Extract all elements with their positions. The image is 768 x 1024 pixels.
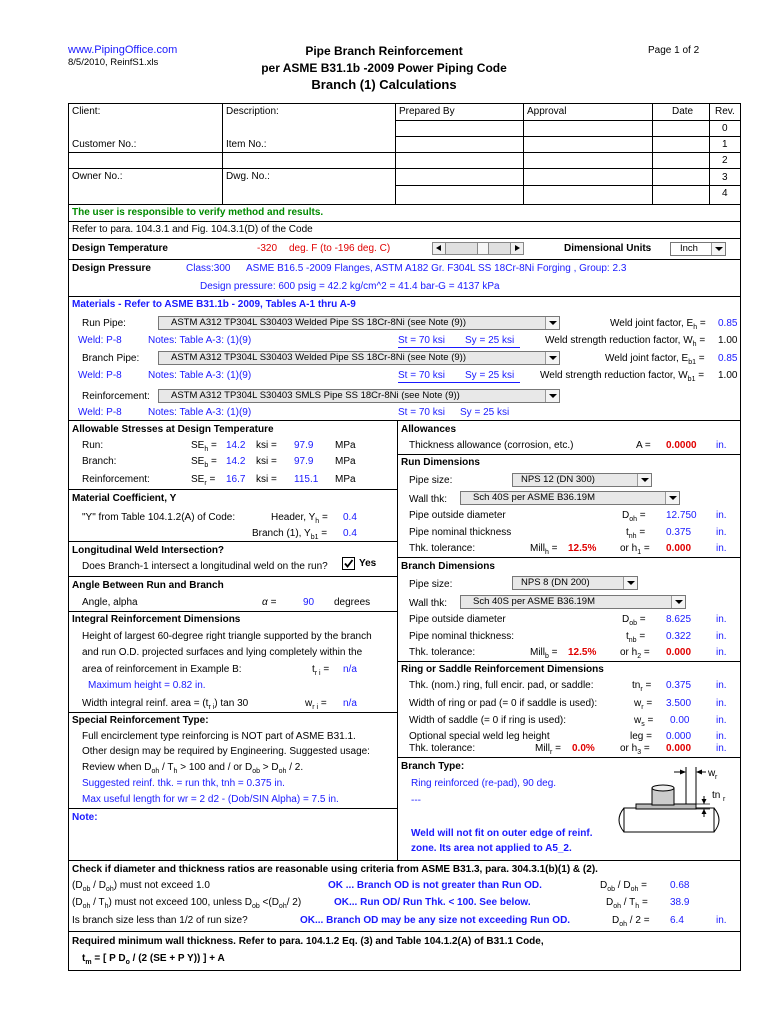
required-formula: $t_m$ = [ P $D_o / (2$ (SE + P Y)) ] + A: [82, 953, 225, 966]
chevron-down-icon: [623, 577, 637, 589]
rev-label: Rev.: [715, 106, 735, 117]
chevron-down-icon: [545, 317, 559, 329]
checkmark-icon: [343, 558, 354, 569]
run-weld-strength-label: Weld strength reduction factor, $W_h$ =: [545, 335, 706, 348]
ratio1-value: 0.68: [670, 880, 690, 891]
wri-value: n/a: [343, 698, 357, 709]
run-pipe-label: Run Pipe:: [82, 318, 126, 329]
run-nt-unit: in.: [716, 527, 727, 538]
ratio2-value: 38.9: [670, 897, 690, 908]
run-weld: Weld: P-8: [78, 335, 122, 346]
allowable-ksi-unit: ksi =: [256, 456, 277, 467]
branch-nt-sym: $t_{nb}$ =: [626, 631, 646, 644]
branch-pipe-value: ASTM A312 TP304L S30403 Welded Pipe SS 18Cr-8Ni (see Note (9)): [171, 352, 467, 363]
branch-wall-value: Sch 40S per ASME B36.19M: [473, 596, 595, 607]
integral-line3: area of reinforcement in Example B:: [82, 664, 242, 675]
branch-pipe-select[interactable]: [158, 351, 560, 365]
branch-tol-label: Thk. tolerance:: [409, 647, 476, 658]
allowable-ksi-value: 16.7: [226, 474, 246, 485]
weld-warning-1: Weld will not fit on outer edge of reinf.: [411, 828, 593, 839]
branch-tol-value[interactable]: 0.000: [666, 647, 692, 658]
integral-line1: Height of largest 60-degree right triangle supported by the branch: [82, 631, 372, 642]
allowable-heading: Allowable Stresses at Design Temperature: [72, 424, 274, 435]
branch-type-heading: Branch Type:: [401, 761, 465, 772]
branch-dims-heading: Branch Dimensions: [401, 561, 495, 572]
allowable-mpa-value: 97.9: [294, 440, 314, 451]
page-number: Page 1 of 2: [648, 45, 700, 56]
run-pipe-size-select[interactable]: [512, 473, 652, 487]
branch-mill-label: Mill$_b$ =: [530, 647, 558, 660]
longweld-question: Does Branch-1 intersect a longitudinal weld on the run?: [82, 561, 328, 572]
item-no-label: Item No.:: [226, 139, 267, 150]
units-select-value: Inch: [680, 243, 698, 254]
allowable-mpa-unit: MPa: [335, 456, 356, 467]
scroll-right-icon[interactable]: [510, 243, 523, 254]
branch-sy: Sy = 25 ksi: [465, 370, 515, 381]
branch-y-label: Branch (1), $Y_{b1}$ =: [252, 528, 328, 541]
ratio3-ok: OK... Branch OD may be any size not exceeding Run OD.: [300, 915, 571, 926]
scroll-thumb[interactable]: [477, 243, 489, 254]
ratio3-unit: in.: [716, 915, 727, 926]
allowable-row-label: Branch:: [82, 456, 117, 467]
weld-leg-unit: in.: [716, 731, 727, 742]
ratio1-sym: $D_{ob} / D_{oh}$ =: [600, 880, 648, 893]
header-y-label: Header, $Y_h$ =: [271, 512, 328, 525]
run-tol-unit: in.: [716, 543, 727, 554]
reinf-sy: Sy = 25 ksi: [460, 407, 510, 418]
branch-nt-value: 0.322: [666, 631, 692, 642]
branch-od-label: Pipe outside diameter: [409, 614, 506, 625]
run-sy: Sy = 25 ksi: [465, 335, 515, 346]
svg-text:tn: tn: [712, 790, 721, 801]
weld-warning-2: zone. Its area not applied to A5_2.: [411, 843, 572, 854]
allowable-ksi-unit: ksi =: [256, 440, 277, 451]
design-pressure-values: Design pressure: 600 psig = 42.2 kg/cm^2 = 41.4 bar-G = 4137 kPa: [200, 281, 500, 292]
reinf-st: St = 70 ksi: [398, 407, 445, 418]
allowable-row-label: Run:: [82, 440, 104, 451]
tri-value: n/a: [343, 664, 357, 675]
special-heading: Special Reinforcement Type:: [72, 715, 209, 726]
run-h-label: or $h_1$ =: [620, 543, 650, 556]
rev-0: 0: [722, 123, 728, 134]
required-heading: Required minimum wall thickness. Refer to para. 104.1.2 Eq. (3) and Table 104.1.2(A) of B31.1 Code,: [72, 936, 544, 947]
max-useful-length: Max useful length for wr = 2 d2 - (Dob/SIN Alpha) = 7.5 in.: [82, 794, 339, 805]
allowances-heading: Allowances: [401, 424, 457, 435]
design-temp-unit: deg. F (to -196 deg. C): [289, 243, 391, 254]
branch-type-value: Ring reinforced (re-pad), 90 deg.: [411, 778, 557, 789]
run-od-sym: $D_{oh}$ =: [622, 510, 646, 523]
file-info: 8/5/2010, ReinfS1.xls: [68, 57, 159, 68]
saddle-width-value[interactable]: 0.00: [670, 715, 690, 726]
svg-text:r: r: [715, 774, 718, 781]
branch-mill-value[interactable]: 12.5%: [568, 647, 597, 658]
weld-leg-label: Optional special weld leg height: [409, 731, 550, 742]
special-line3: Review when $D_{oh} / T_h > 100$ and / or $D_{ob} > D_{oh} / 2$.: [82, 762, 304, 775]
chevron-down-icon: [545, 352, 559, 364]
coef-heading: Material Coefficient, Y: [72, 493, 177, 504]
coef-desc: "Y" from Table 104.1.2(A) of Code:: [82, 512, 236, 523]
ring-thk-sym: $tn_r$ =: [632, 680, 652, 693]
allowance-unit: in.: [716, 440, 727, 451]
ratios-heading: Check if diameter and thickness ratios are reasonable using criteria from ASME B31.3, para. 304.3.1(b)(1) & (2).: [72, 864, 598, 875]
chevron-down-icon: [711, 243, 725, 255]
allowable-row-symbol: $SE_r$ =: [191, 474, 216, 487]
longweld-answer: Yes: [359, 558, 377, 569]
temp-scrollbar[interactable]: [432, 242, 524, 255]
ring-thk-label: Thk. (nom.) ring, full encir. pad, or saddle:: [409, 680, 594, 691]
run-wall-select[interactable]: [460, 491, 680, 505]
run-nt-label: Pipe nominal thickness: [409, 527, 512, 538]
run-joint-factor-label: Weld joint factor, $E_h$ =: [610, 318, 706, 331]
title-line-3: Branch (1) Calculations: [311, 77, 457, 92]
angle-value[interactable]: 90: [303, 597, 315, 608]
scroll-left-icon[interactable]: [433, 243, 446, 254]
rev-3: 3: [722, 172, 728, 183]
ratio3-value: 6.4: [670, 915, 684, 926]
special-line2: Other design may be required by Engineering. Suggested usage:: [82, 746, 370, 757]
branch-notes: Notes: Table A-3: (1)(9): [148, 370, 252, 381]
run-pipe-select[interactable]: [158, 316, 560, 330]
saddle-width-unit: in.: [716, 715, 727, 726]
ratio3-sym: $D_{oh} / 2$ =: [612, 915, 650, 928]
pressure-class: Class:300: [186, 263, 231, 274]
allowable-ksi-unit: ksi =: [256, 474, 277, 485]
page-header: [0, 0, 768, 100]
date-label: Date: [672, 106, 694, 117]
alpha-symbol: α =: [262, 597, 277, 608]
branch-tol-unit: in.: [716, 647, 727, 658]
rev-1: 1: [722, 139, 728, 150]
branch-pipe-label: Branch Pipe:: [82, 353, 140, 364]
run-wall-label: Wall thk:: [409, 494, 447, 505]
branch-st: St = 70 ksi: [398, 370, 445, 381]
branch-joint-factor-value: 0.85: [718, 353, 738, 364]
wri-label: $w_{r i}$ =: [305, 698, 327, 711]
allowance-label: Thickness allowance (corrosion, etc.): [409, 440, 574, 451]
width-integral-label: Width integral reinf. area = $(t_{r i})$ tan 30: [82, 698, 249, 711]
ratio2-criterion: $(D_{oh} / T_h)$ must not exceed 100, unless $D_{ob} <(D_{oh}/$ 2): [72, 897, 302, 910]
ring-heading: Ring or Saddle Reinforcement Dimensions: [401, 664, 604, 675]
allowable-row-symbol: $SE_h$ =: [191, 440, 217, 453]
dwg-no-label: Dwg. No.:: [226, 171, 270, 182]
branch-type-dashes: ---: [411, 795, 421, 806]
allowable-mpa-unit: MPa: [335, 474, 356, 485]
design-pressure-label: Design Pressure: [72, 263, 151, 274]
ring-mill-label: Mill$_r$ =: [535, 743, 561, 756]
allowable-mpa-value: 115.1: [294, 474, 319, 485]
rev-2: 2: [722, 155, 728, 166]
chevron-down-icon: [637, 474, 651, 486]
allowable-ksi-value: 14.2: [226, 456, 246, 467]
branch-h-label: or $h_2$ =: [620, 647, 650, 660]
reinf-notes: Notes: Table A-3: (1)(9): [148, 407, 252, 418]
chevron-down-icon: [671, 596, 685, 608]
longweld-checkbox[interactable]: [342, 557, 355, 570]
run-st: St = 70 ksi: [398, 335, 445, 346]
run-weld-strength-value: 1.00: [718, 335, 738, 346]
allowable-ksi-value: 14.2: [226, 440, 246, 451]
customer-no-label: Customer No.:: [72, 139, 137, 150]
integral-heading: Integral Reinforcement Dimensions: [72, 614, 241, 625]
ring-width-sym: $w_r$ =: [634, 698, 653, 711]
branch-nt-unit: in.: [716, 631, 727, 642]
run-tol-label: Thk. tolerance:: [409, 543, 476, 554]
run-wall-value: Sch 40S per ASME B36.19M: [473, 492, 595, 503]
prepared-by-label: Prepared By: [399, 106, 455, 117]
ring-mill-value[interactable]: 0.0%: [572, 743, 595, 754]
flange-spec: ASME B16.5 -2009 Flanges, ASTM A182 Gr. F304L SS 18Cr-8Ni Forging , Group: 2.3: [246, 263, 627, 274]
title-line-1: Pipe Branch Reinforcement: [305, 44, 463, 58]
run-mill-label: Mill$_h$ =: [530, 543, 558, 556]
branch-pipe-size-select[interactable]: [512, 576, 638, 590]
units-label: Dimensional Units: [564, 243, 652, 254]
branch-od-value: 8.625: [666, 614, 692, 625]
allowable-mpa-value: 97.9: [294, 456, 314, 467]
approval-label: Approval: [527, 106, 567, 117]
run-pipe-value: ASTM A312 TP304L S30403 Welded Pipe SS 18Cr-8Ni (see Note (9)): [171, 317, 467, 328]
allowable-mpa-unit: MPa: [335, 440, 356, 451]
branch-nt-label: Pipe nominal thickness:: [409, 631, 515, 642]
design-temp-label: Design Temperature: [72, 243, 168, 254]
branch-y-value: 0.4: [343, 528, 357, 539]
max-height: Maximum height = 0.82 in.: [88, 680, 206, 691]
branch-pipe-size-label: Pipe size:: [409, 579, 453, 590]
integral-line2: and run O.D. projected surfaces and lying completely within the: [82, 647, 363, 658]
angle-unit: degrees: [334, 597, 371, 608]
reinforcement-value: ASTM A312 TP304L S30403 SMLS Pipe SS 18Cr-8Ni (see Note (9)): [171, 390, 460, 401]
ring-thk-value[interactable]: 0.375: [666, 680, 692, 691]
svg-text:r: r: [723, 796, 726, 803]
angle-label: Angle, alpha: [82, 597, 138, 608]
ring-thk-unit: in.: [716, 680, 727, 691]
run-od-value: 12.750: [666, 510, 697, 521]
client-label: Client:: [72, 106, 101, 117]
branch-od-unit: in.: [716, 614, 727, 625]
header-y-value: 0.4: [343, 512, 357, 523]
weld-leg-value[interactable]: 0.000: [666, 731, 692, 742]
allowance-sym: A =: [636, 440, 651, 451]
branch-wall-select[interactable]: [460, 595, 686, 609]
ratio1-criterion: $(D_{ob} / D_{oh})$ must not exceed 1.0: [72, 880, 210, 893]
branch-weld: Weld: P-8: [78, 370, 122, 381]
branch-wall-label: Wall thk:: [409, 598, 447, 609]
user-notice: The user is responsible to verify method and results.: [72, 207, 324, 218]
run-joint-factor-value: 0.85: [718, 318, 738, 329]
branch-joint-factor-label: Weld joint factor, $E_{b1}$ =: [605, 353, 705, 366]
ring-tol-label: Thk. tolerance:: [409, 743, 476, 754]
run-notes: Notes: Table A-3: (1)(9): [148, 335, 252, 346]
ring-tol-unit: in.: [716, 743, 727, 754]
weld-leg-sym: leg =: [630, 731, 652, 742]
allowable-row-label: Reinforcement:: [82, 474, 150, 485]
ring-width-label: Width of ring or pad (= 0 if saddle is used):: [409, 698, 598, 709]
run-nt-value: 0.375: [666, 527, 692, 538]
ring-tol-value[interactable]: 0.000: [666, 743, 692, 754]
run-pipe-size-value: NPS 12 (DN 300): [521, 474, 595, 485]
owner-no-label: Owner No.:: [72, 171, 123, 182]
svg-text:w: w: [708, 768, 716, 779]
ring-width-value[interactable]: 3.500: [666, 698, 692, 709]
suggested-thk: Suggested reinf. thk. = run thk, tnh = 0.375 in.: [82, 778, 285, 789]
branch-diagram: [606, 764, 740, 850]
rev-4: 4: [722, 188, 728, 199]
reinforcement-select[interactable]: [158, 389, 560, 403]
reinforcement-label: Reinforcement:: [82, 391, 150, 402]
branch-weld-strength-value: 1.00: [718, 370, 738, 381]
branch-pipe-size-value: NPS 8 (DN 200): [521, 577, 590, 588]
tri-label: $t_{r i}$ =: [312, 664, 330, 677]
ring-h-label: or $h_3$ =: [620, 743, 650, 756]
code-reference: Refer to para. 104.3.1 and Fig. 104.3.1(D) of the Code: [72, 224, 313, 235]
saddle-width-label: Width of saddle (= 0 if ring is used):: [409, 715, 567, 726]
ratio1-ok: OK ... Branch OD is not greater than Run OD.: [328, 880, 542, 891]
ratio2-sym: $D_{oh} / T_h$ =: [606, 897, 648, 910]
ring-width-unit: in.: [716, 698, 727, 709]
run-od-unit: in.: [716, 510, 727, 521]
chevron-down-icon: [665, 492, 679, 504]
run-nt-sym: $t_{nh}$ =: [626, 527, 646, 540]
longweld-heading: Longitudinal Weld Intersection?: [72, 545, 225, 556]
title-line-2: per ASME B31.1b -2009 Power Piping Code: [261, 61, 507, 75]
materials-heading: Materials - Refer to ASME B31.1b - 2009, Tables A-1 thru A-9: [72, 299, 356, 310]
branch-od-sym: $D_{ob}$ =: [622, 614, 646, 627]
allowance-value[interactable]: 0.0000: [666, 440, 697, 451]
ratio3-criterion: Is branch size less than 1/2 of run size?: [72, 915, 248, 926]
run-dims-heading: Run Dimensions: [401, 457, 480, 468]
ratio2-ok: OK... Run OD/ Run Thk. < 100. See below.: [334, 897, 531, 908]
run-mill-value[interactable]: 12.5%: [568, 543, 597, 554]
note-label: Note:: [72, 812, 98, 823]
branch-weld-strength-label: Weld strength reduction factor, $W_{b1}$ =: [540, 370, 705, 383]
reinf-weld: Weld: P-8: [78, 407, 122, 418]
site-link[interactable]: www.PipingOffice.com: [68, 44, 178, 56]
run-od-label: Pipe outside diameter: [409, 510, 506, 521]
special-line1: Full encirclement type reinforcing is NOT part of ASME B31.1.: [82, 731, 356, 742]
design-temp-value[interactable]: -320: [257, 243, 278, 254]
angle-heading: Angle Between Run and Branch: [72, 580, 224, 591]
allowable-row-symbol: $SE_b$ =: [191, 456, 217, 469]
units-select[interactable]: [670, 242, 726, 256]
chevron-down-icon: [545, 390, 559, 402]
saddle-width-sym: $w_s$ =: [634, 715, 654, 728]
run-tol-value[interactable]: 0.000: [666, 543, 692, 554]
run-pipe-size-label: Pipe size:: [409, 475, 453, 486]
description-label: Description:: [226, 106, 279, 117]
